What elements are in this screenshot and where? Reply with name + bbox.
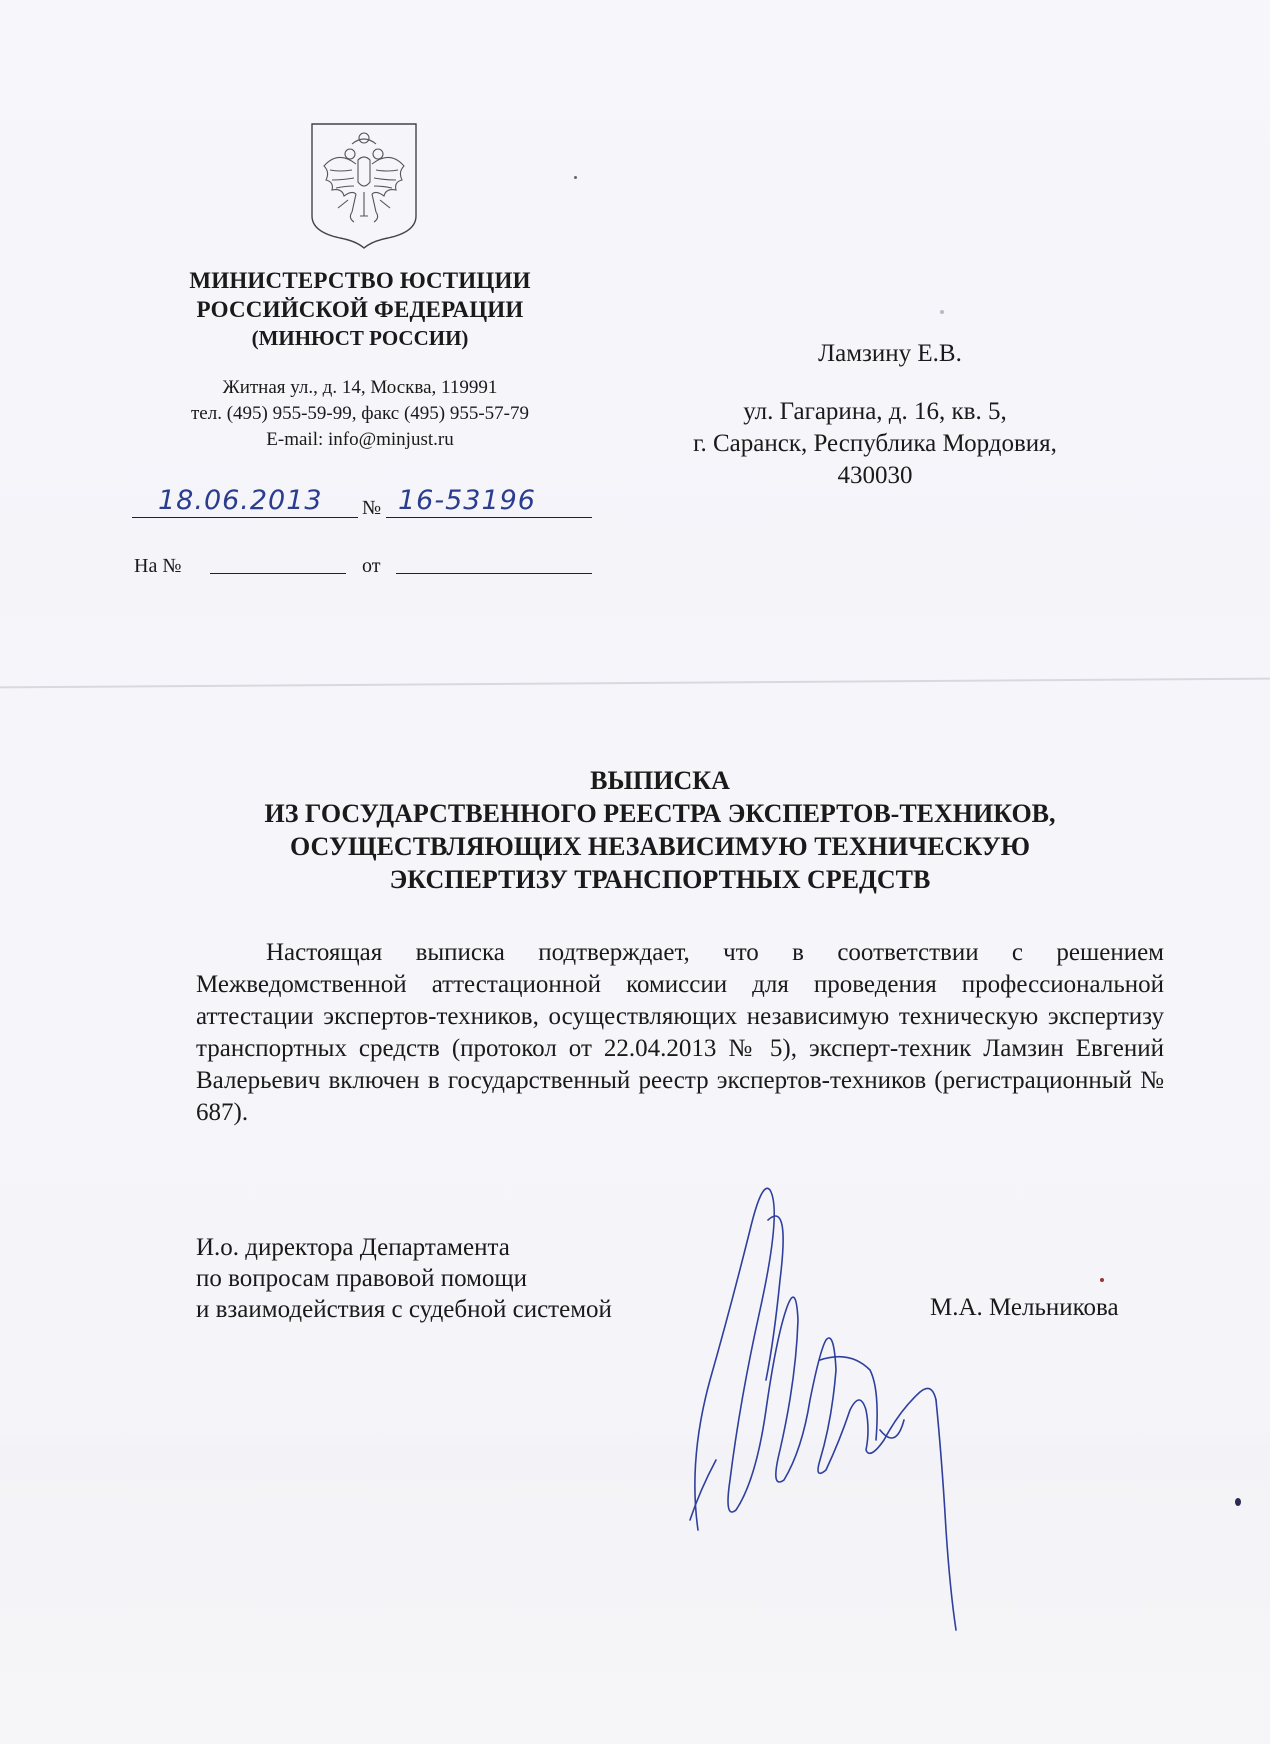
signer-position: [196, 1232, 612, 1325]
registration-date: 18.06.2013: [158, 485, 323, 516]
reference-from: от: [362, 555, 381, 577]
ministry-short-name: (МИНЮСТ РОССИИ): [251, 326, 469, 350]
signer-position-line3: и взаимодействия с судебной системой: [196, 1296, 612, 1323]
title-line3: ОСУЩЕСТВЛЯЮЩИХ НЕЗАВИСИМУЮ ТЕХНИЧЕСКУЮ: [289, 832, 1031, 861]
paper-speck: [940, 310, 944, 314]
number-sign: №: [362, 497, 382, 519]
registration-line: [132, 486, 592, 520]
paper-speck: [1100, 1278, 1104, 1282]
coat-of-arms-icon: [308, 120, 420, 250]
recipient-block: [640, 338, 1110, 492]
ministry-name-line2: РОССИЙСКОЙ ФЕДЕРАЦИИ: [196, 297, 524, 322]
signer-position-line2: по вопросам правовой помощи: [196, 1265, 528, 1292]
reference-line: [134, 548, 594, 578]
title-line1: ВЫПИСКА: [590, 766, 730, 795]
signer-position-line1: И.о. директора Департамента: [196, 1234, 510, 1261]
ministry-phones: тел. (495) 955-59-99, факс (495) 955-57-79: [190, 403, 530, 424]
paper-speck: [574, 176, 577, 179]
letterhead: [130, 266, 590, 453]
recipient-postcode: 430030: [837, 462, 913, 489]
registration-number: 16-53196: [398, 485, 536, 516]
recipient-city: г. Саранск, Республика Мордовия,: [693, 430, 1057, 457]
recipient-street: ул. Гагарина, д. 16, кв. 5,: [743, 398, 1007, 425]
ministry-address: Житная ул., д. 14, Москва, 119991: [222, 377, 498, 398]
title-line4: ЭКСПЕРТИЗУ ТРАНСПОРТНЫХ СРЕДСТВ: [389, 865, 931, 894]
signer-name: М.А. Мельникова: [930, 1294, 1119, 1321]
document-title: [160, 764, 1160, 896]
paper-speck: [1235, 1498, 1241, 1506]
paper-fold-line: [0, 678, 1270, 689]
ministry-name-line1: МИНИСТЕРСТВО ЮСТИЦИИ: [189, 268, 531, 293]
handwritten-signature: [670, 1160, 1010, 1640]
title-line2: ИЗ ГОСУДАРСТВЕННОГО РЕЕСТРА ЭКСПЕРТОВ-ТЕХНИКОВ,: [264, 799, 1056, 828]
body-paragraph: Настоящая выписка подтверждает, что в соответствии с решением Межведомственной аттестационной комиссии для проведения профессиональной аттестации экспертов-техников, осуществляющих независимую техническую экспертизу транспортных средств (протокол от 22.04.2013 № 5), эксперт-техник Ламзин Евгений Валерьевич включен в государственный реестр экспертов-техников (регистрационный № 687).: [196, 939, 1164, 1126]
recipient-name: Ламзину Е.В.: [818, 340, 962, 367]
ministry-email: E-mail: info@minjust.ru: [266, 429, 454, 450]
reference-prefix: На №: [134, 555, 182, 577]
